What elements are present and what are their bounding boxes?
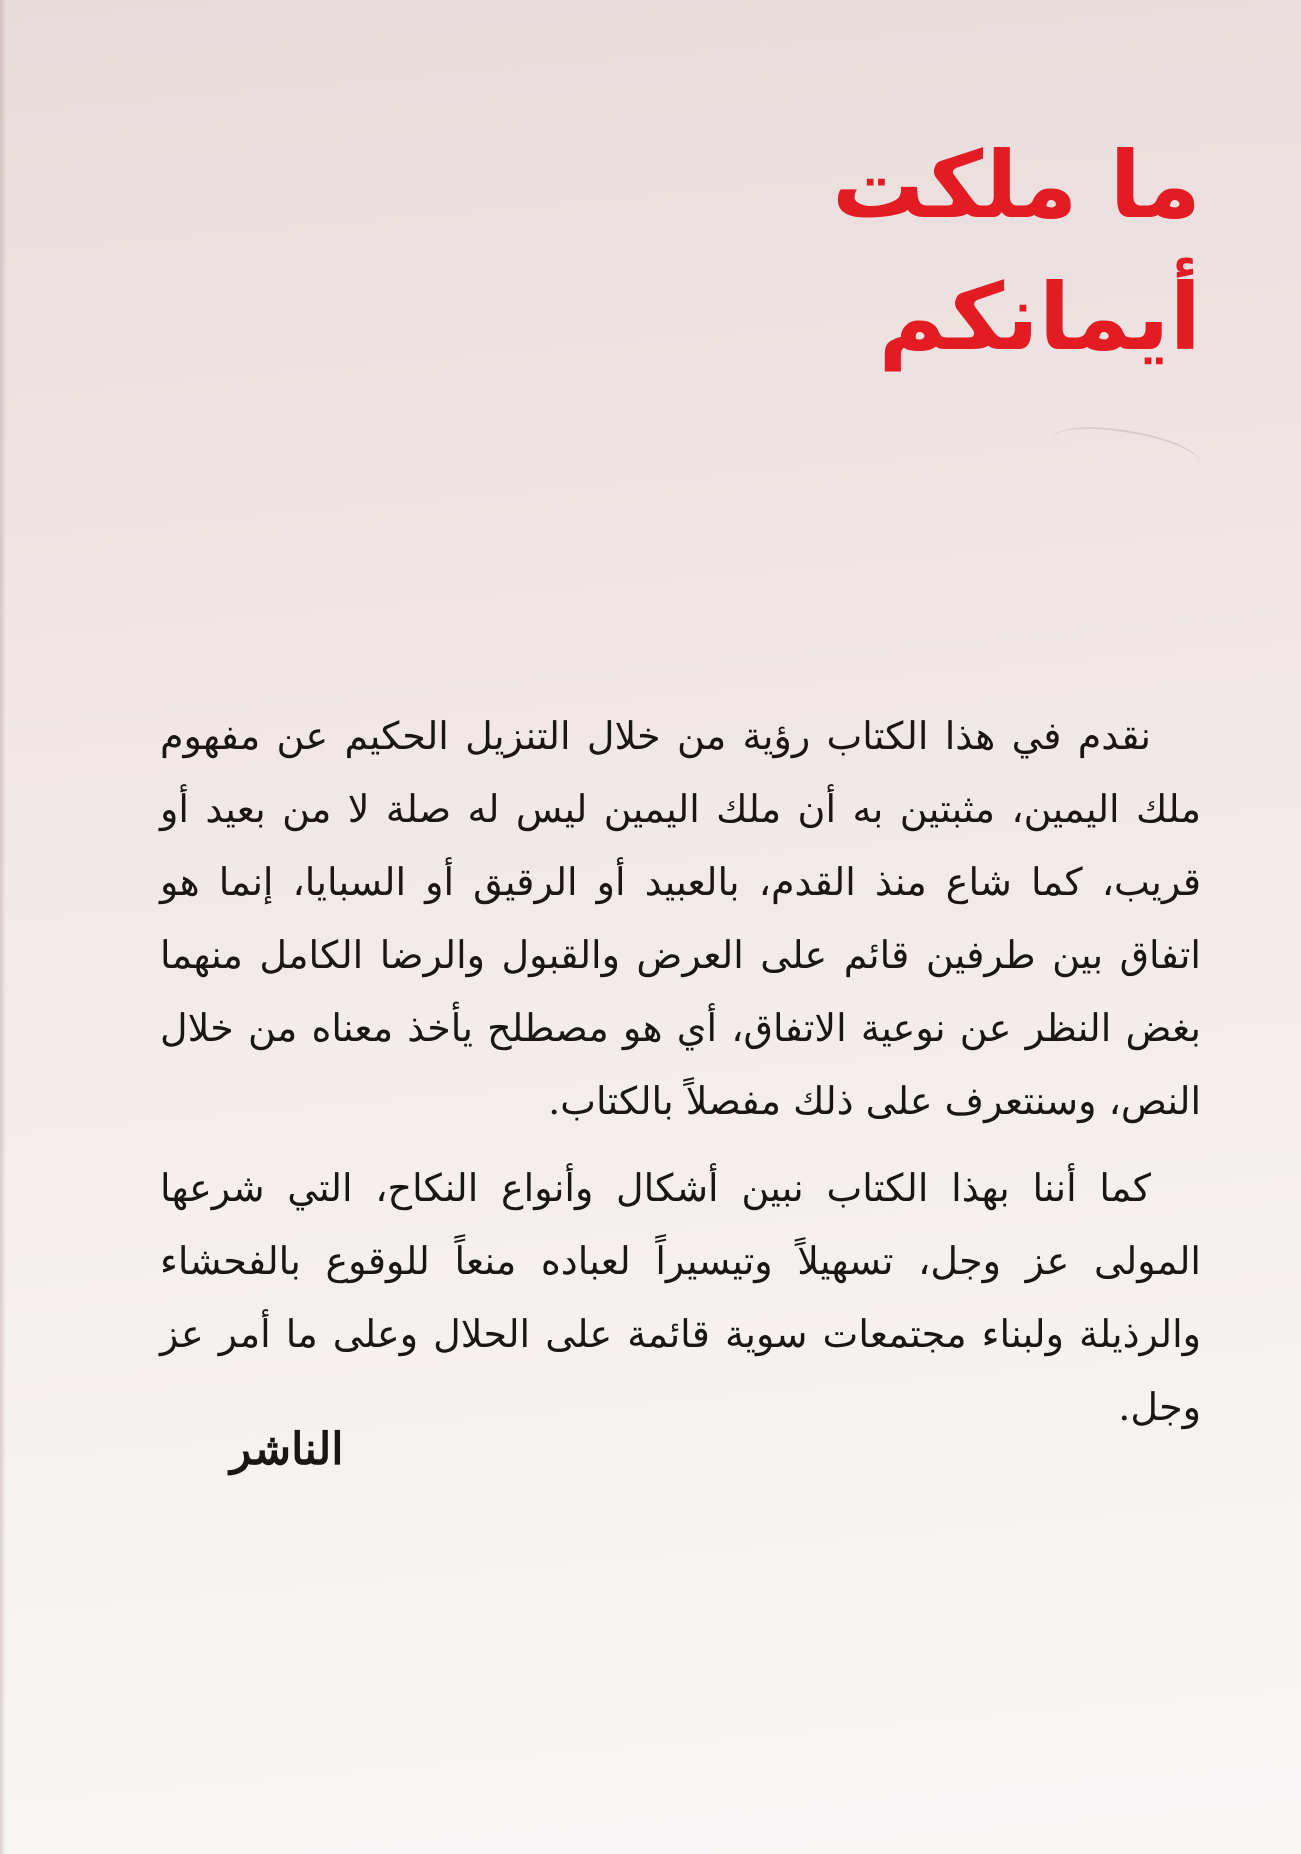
book-title-line-1: ما ملكت	[832, 132, 1201, 239]
paper-crease	[1047, 415, 1202, 487]
blurb-paragraph-1: نقدم في هذا الكتاب رؤية من خلال التنزيل الحكيم عن مفهوم ملك اليمين، مثبتين به أن ملك اليمين ليس له صلة لا من بعيد أو قريب، كما شاع منذ القدم، بالعبيد أو الرقيق أو السبايا، إنما هو اتفاق بين طرفين قائم على العرض والقبول والرضا الكامل منهما بغض النظر عن نوعية الاتفاق، أي هو مصطلح يأخذ معناه من خلال النص، وسنتعرف على ذلك مفصلاً بالكتاب.	[160, 714, 1201, 1123]
book-title-line-2: أيمانكم	[878, 264, 1201, 371]
blurb-paragraph-2: كما أننا بهذا الكتاب نبين أشكال وأنواع النكاح، التي شرعها المولى عز وجل، تسهيلاً وتيسيراً لعباده منعاً للوقوع بالفحشاء والرذيلة ولبناء مجتمعات سوية قائمة على الحلال وعلى ما أمر عز وجل.	[160, 1166, 1201, 1429]
blurb-text	[160, 700, 1201, 1458]
book-title	[501, 120, 1201, 384]
publisher-signature: الناشر	[230, 1424, 344, 1475]
page-edge-shadow	[0, 0, 6, 1854]
